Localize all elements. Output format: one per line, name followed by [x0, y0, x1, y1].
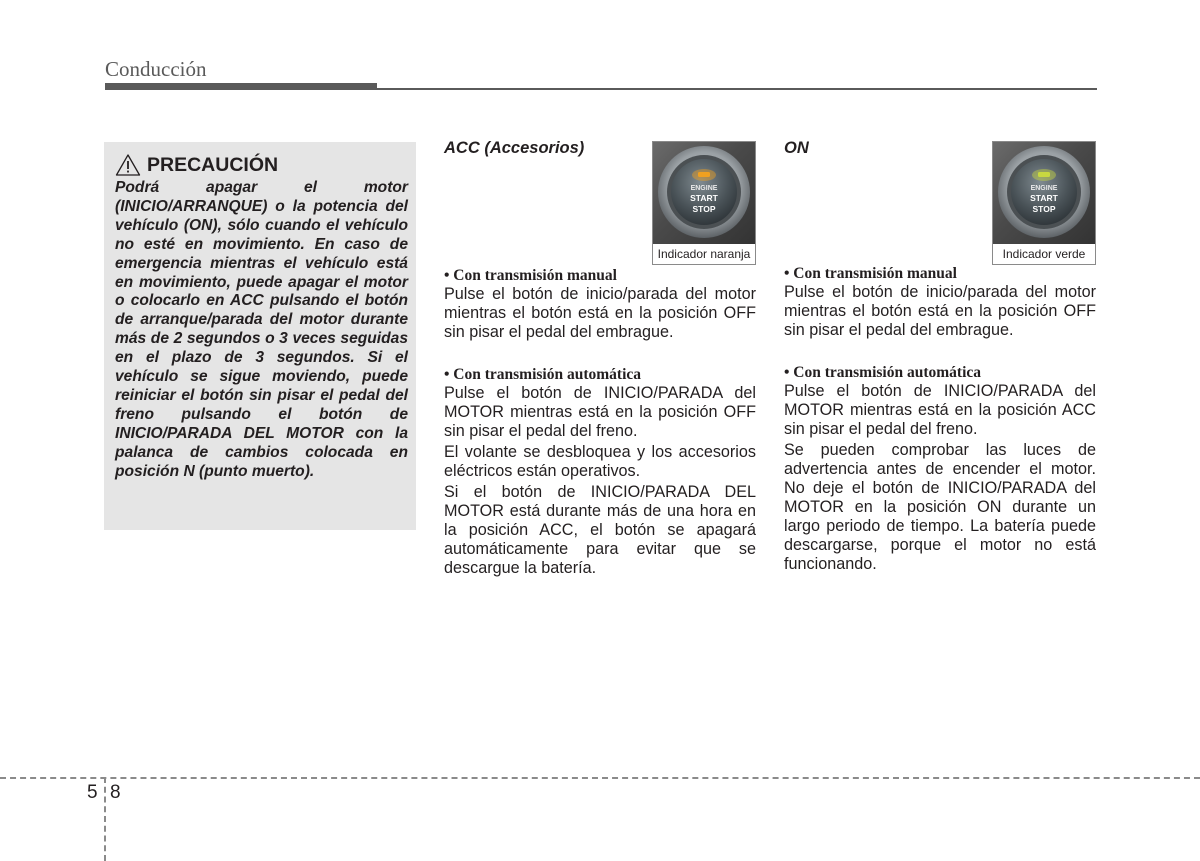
acc-section-title: ACC (Accesorios) — [444, 139, 585, 157]
on-image-caption: Indicador verde — [1002, 247, 1086, 261]
on-start-label: START — [1030, 193, 1058, 203]
footer-divider — [104, 777, 106, 861]
on-column — [784, 264, 1096, 574]
on-engine-label: ENGINE — [1030, 185, 1058, 192]
acc-automatic-text: Pulse el botón de INICIO/PARADA del MOTOR mientras está en la posición OFF sin pisar el pedal del freno. — [444, 384, 756, 440]
acc-extra-text-2: Si el botón de INICIO/PARADA DEL MOTOR está durante más de una hora en la posición ACC, el botón se apagará automáticamente para evitar que se descargue la batería. — [444, 483, 756, 577]
caution-box — [104, 142, 416, 530]
warning-triangle-icon — [115, 153, 141, 177]
on-automatic-heading: • Con transmisión automática — [784, 364, 982, 381]
page-header-title: Conducción — [105, 57, 207, 81]
on-button-photo — [992, 141, 1096, 265]
acc-start-label: START — [690, 193, 718, 203]
on-section-title: ON — [784, 139, 809, 157]
on-stop-label: STOP — [1032, 204, 1056, 214]
caution-text: Podrá apagar el motor (INICIO/ARRANQUE) o la potencia del vehículo (ON), sólo cuando el vehículo no esté en movimiento. En caso de emergencia mientras el vehículo está en movimiento, puede apagar el motor o colocarlo en ACC pulsando el botón de arranque/parada del motor durante más de 2 segundos o 3 veces seguidas en el plazo de 3 segundos. Si el vehículo se sigue moviendo, puede reiniciar el botón sin pisar el pedal del freno pulsando el botón de INICIO/PARADA DEL MOTOR con la palanca de cambios colocada en posición N (punto muerto). — [115, 179, 408, 480]
acc-extra-text-1: El volante se desbloquea y los accesorios eléctricos están operativos. — [444, 443, 756, 480]
footer-rule — [0, 777, 1200, 779]
on-manual-heading: • Con transmisión manual — [784, 265, 957, 282]
header-rule — [105, 88, 1097, 90]
page-section-number: 5 — [87, 782, 98, 803]
acc-manual-text: Pulse el botón de inicio/parada del motor mientras el botón está en la posición OFF sin pisar el pedal del embrague. — [444, 285, 756, 341]
acc-button-photo — [652, 141, 756, 265]
on-extra-text-1: Se pueden comprobar las luces de advertencia antes de encender el motor. No deje el botón de INICIO/PARADA del MOTOR en la posición ON durante un largo periodo de tiempo. La batería puede descargarse, porque el motor no está funcionando. — [784, 441, 1096, 573]
page-number: 8 — [110, 782, 121, 803]
acc-automatic-heading: • Con transmisión automática — [444, 366, 642, 383]
engine-start-stop-button-image — [653, 142, 755, 244]
on-automatic-text: Pulse el botón de INICIO/PARADA del MOTOR mientras está en la posición ACC sin pisar el pedal del freno. — [784, 382, 1096, 438]
on-manual-text: Pulse el botón de inicio/parada del motor mientras el botón está en la posición OFF sin pisar el pedal del embrague. — [784, 283, 1096, 339]
acc-stop-label: STOP — [692, 204, 716, 214]
acc-column — [444, 266, 756, 578]
engine-start-stop-button-image — [993, 142, 1095, 244]
acc-image-caption: Indicador naranja — [657, 247, 751, 261]
caution-title: PRECAUCIÓN — [147, 153, 279, 176]
acc-engine-label: ENGINE — [690, 185, 718, 192]
caution-header — [115, 152, 408, 178]
acc-manual-heading: • Con transmisión manual — [444, 267, 617, 284]
